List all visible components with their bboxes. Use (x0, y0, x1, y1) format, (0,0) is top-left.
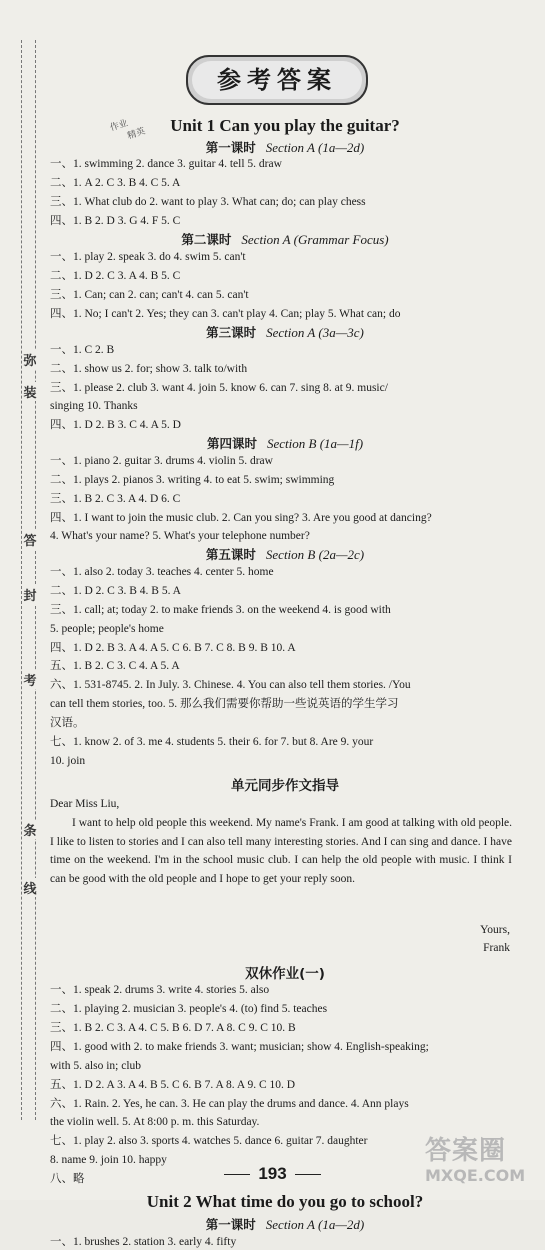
section-name: Section B (2a—2c) (265, 547, 365, 562)
section-name: Section A (Grammar Focus) (241, 232, 389, 247)
binding-gutter (12, 40, 40, 1120)
dash-left (224, 1174, 250, 1175)
lesson-heading (50, 545, 520, 563)
answer-row: 二、1. A 2. C 3. B 4. C 5. A (50, 177, 181, 189)
answer-row: 一、1. also 2. today 3. teaches 4. center 5. home (50, 566, 274, 578)
writing-title: 单元同步作文指导 (231, 778, 339, 794)
section-name: Section A (1a—2d) (265, 140, 365, 155)
answer-row: 六、1. 531-8745. 2. In July. 3. Chinese. 4. You can also tell them stories. /You (50, 679, 411, 691)
letter-body (50, 814, 512, 888)
lesson-name: 第三课时 (206, 325, 257, 340)
answer-row: 五、1. D 2. A 3. A 4. B 5. C 6. B 7. A 8. A 9. C 10. D (50, 1079, 296, 1091)
section-name: Section A (1a—2d) (265, 1217, 365, 1232)
lesson-heading (50, 230, 520, 248)
lesson-name: 第一课时 (205, 1217, 256, 1232)
watermark (425, 1136, 537, 1194)
unit-title: Unit 1 Can you play the guitar? (170, 116, 400, 135)
lesson-heading (50, 1215, 520, 1233)
lesson-heading (50, 138, 520, 156)
gutter-char: 封 (22, 585, 38, 604)
answer-row: 一、1. play 2. speak 3. do 4. swim 5. can't (50, 251, 246, 263)
answer-row: 10. join (50, 755, 86, 767)
lesson-name: 第四课时 (206, 436, 257, 451)
lesson-heading (50, 434, 520, 452)
answer-row: can tell them stories, too. 5. 那么我们需要你帮助一些说英语的学生学习 (50, 698, 399, 710)
answer-row: with 5. also in; club (50, 1060, 142, 1072)
answer-row: 一、1. swimming 2. dance 3. guitar 4. tell 5. draw (50, 158, 282, 170)
answer-row: 5. people; people's home (50, 623, 164, 635)
answer-row: 三、1. B 2. C 3. A 4. D 6. C (50, 493, 181, 505)
answer-row: 四、1. I want to join the music club. 2. Can you sing? 3. Are you good at dancing? (50, 512, 432, 524)
gutter-char: 条 (22, 820, 38, 839)
answer-row: 四、1. No; I can't 2. Yes; they can 3. can't play 4. Can; play 5. What can; do (50, 308, 401, 320)
answer-row: 一、1. C 2. B (50, 344, 115, 356)
answer-row: 三、1. B 2. C 3. A 4. C 5. B 6. D 7. A 8. C 9. C 10. B (50, 1022, 296, 1034)
answer-row: 汉语。 (50, 717, 85, 729)
lesson-name: 第五课时 (205, 547, 256, 562)
answer-row: 二、1. playing 2. musician 3. people's 4. (to) find 5. teaches (50, 1003, 328, 1015)
answer-row: 七、1. play 2. also 3. sports 4. watches 5. dance 6. guitar 7. daughter (50, 1135, 368, 1147)
letter-closing: Yours, (480, 924, 510, 936)
answer-row: 一、1. speak 2. drums 3. write 4. stories 5. also (50, 984, 270, 996)
answer-row: 四、1. B 2. D 3. G 4. F 5. C (50, 215, 181, 227)
weekend-homework-title: 双休作业(一) (245, 966, 325, 982)
stamp-text: 精英 (126, 126, 147, 142)
gutter-char: 答 (22, 530, 38, 549)
answer-row: 一、1. brushes 2. station 3. early 4. fifty (50, 1236, 237, 1248)
answer-row: 三、1. call; at; today 2. to make friends 3. on the weekend 4. is good with (50, 604, 391, 616)
answer-row: 二、1. D 2. C 3. B 4. B 5. A (50, 585, 181, 597)
stamp-text: 作业 (109, 118, 130, 134)
answer-row: 一、1. piano 2. guitar 3. drums 4. violin 5. draw (50, 455, 273, 467)
page-number-text: 193 (258, 1164, 287, 1183)
answer-row: 四、1. D 2. B 3. C 4. A 5. D (50, 419, 181, 431)
cut-line (21, 40, 22, 1120)
dash-right (295, 1174, 321, 1175)
answer-row: 六、1. Rain. 2. Yes, he can. 3. He can play the drums and dance. 4. Ann plays (50, 1098, 409, 1110)
section-name: Section B (1a—1f) (266, 436, 364, 451)
answer-row: 四、1. good with 2. to make friends 3. want; musician; show 4. English-speaking; (50, 1041, 429, 1053)
answer-row: 八、略 (50, 1173, 85, 1185)
answer-row: 四、1. D 2. B 3. A 4. A 5. C 6. B 7. C 8. B 9. B 10. A (50, 642, 296, 654)
gutter-char: 线 (22, 878, 38, 897)
section-name: Section A (3a—3c) (266, 325, 364, 340)
gutter-char: 装 (22, 382, 38, 401)
lesson-heading (50, 323, 520, 341)
answer-row: 二、1. show us 2. for; show 3. talk to/with (50, 363, 248, 375)
banner-title: 参考答案 (192, 61, 362, 99)
watermark-text: 答案圈 (425, 1136, 507, 1166)
answer-row: 三、1. Can; can 2. can; can't 4. can 5. can't (50, 289, 249, 301)
answer-row: singing 10. Thanks (50, 400, 138, 412)
cut-line (35, 40, 36, 1120)
gutter-char: 弥 (22, 350, 38, 369)
unit-title: Unit 2 What time do you go to school? (146, 1192, 424, 1211)
letter-paragraph: I want to help old people this weekend. My name's Frank. I am good at talking with old people. I like to listen to stories and I can also tell many interesting stories. And I can sing and dance. I have time on the weekend. I'm in the school music club. I can help the old people with music. I think I can be good with the old people and I hope to get your reply soon. (50, 817, 512, 885)
watermark-url: MXQE.COM (425, 1166, 526, 1185)
answer-row: 三、1. What club do 2. want to play 3. What can; do; can play chess (50, 196, 366, 208)
lesson-name: 第二课时 (181, 232, 232, 247)
answer-row: 二、1. plays 2. pianos 3. writing 4. to eat 5. swim; swimming (50, 474, 335, 486)
gutter-char: 考 (22, 670, 38, 689)
answer-row: 8. name 9. join 10. happy (50, 1154, 167, 1166)
answer-key-banner (186, 55, 368, 105)
answer-row: 二、1. D 2. C 3. A 4. B 5. C (50, 270, 181, 282)
answer-row: 七、1. know 2. of 3. me 4. students 5. their 6. for 7. but 8. Are 9. your (50, 736, 374, 748)
answer-row: the violin well. 5. At 8:00 p. m. this Saturday. (50, 1116, 260, 1128)
answer-row: 4. What's your name? 5. What's your telephone number? (50, 530, 310, 542)
lesson-name: 第一课时 (205, 140, 256, 155)
answer-row: 五、1. B 2. C 3. C 4. A 5. A (50, 660, 180, 672)
letter-salutation: Dear Miss Liu, (50, 798, 120, 810)
answer-row: 三、1. please 2. club 3. want 4. join 5. know 6. can 7. sing 8. at 9. music/ (50, 382, 388, 394)
letter-signature: Frank (483, 942, 510, 954)
